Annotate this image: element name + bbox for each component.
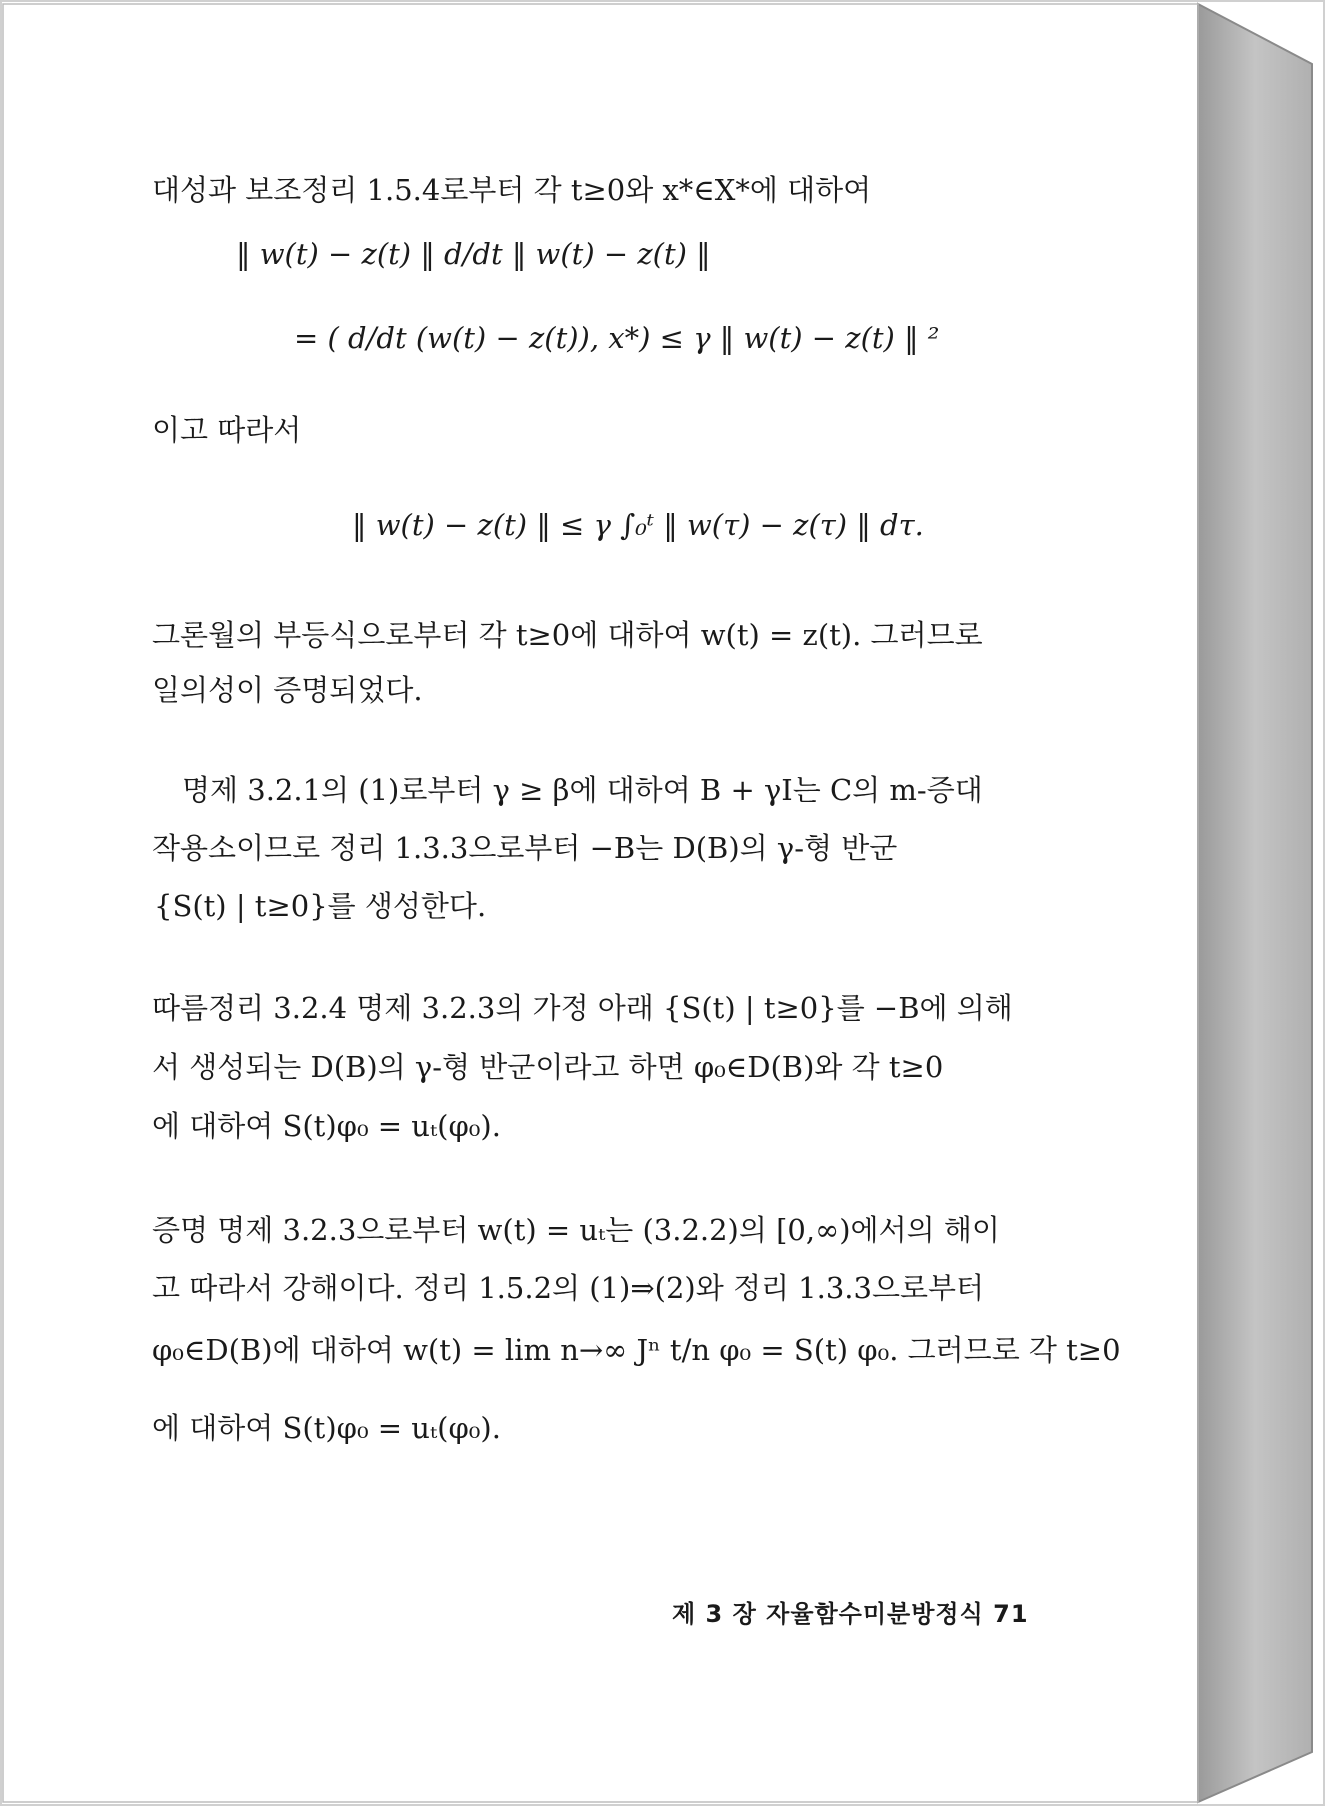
page-stack-edge [1198,4,1312,1802]
page-footer: 제 3 장 자율함수미분방정식 71 [672,1600,1029,1628]
text-line-5: 명제 3.2.1의 (1)로부터 γ ≥ β에 대하여 B + γI는 C의 m-증대 [182,773,983,807]
text-line-2: 이고 따라서 [152,413,302,447]
text-line-3: 그론월의 부등식으로부터 각 t≥0에 대하여 w(t) = z(t). 그러므로 [152,618,983,652]
text-line-6: 작용소이므로 정리 1.3.3으로부터 −B는 D(B)의 γ-형 반군 [152,831,898,865]
corollary-line-1: 따름정리 3.2.4 명제 3.2.3의 가정 아래 {S(t) | t≥0}를 −B에 의해 [152,991,1013,1025]
proof-line-4: 에 대하여 S(t)φ₀ = uₜ(φ₀). [152,1411,501,1445]
proof-line-3: φ₀∈D(B)에 대하여 w(t) = lim n→∞ Jⁿ t/n φ₀ = S(t) φ₀. 그러므로 각 t≥0 [152,1333,1121,1367]
equation-line-3: ‖ w(t) − z(t) ‖ ≤ γ ∫₀ᵗ ‖ w(τ) − z(τ) ‖ dτ. [352,508,924,542]
corollary-line-2: 서 생성되는 D(B)의 γ-형 반군이라고 하면 φ₀∈D(B)와 각 t≥0 [152,1050,944,1084]
text-line-7: {S(t) | t≥0}를 생성한다. [154,889,487,923]
corollary-line-3: 에 대하여 S(t)φ₀ = uₜ(φ₀). [152,1109,501,1143]
proof-line-1: 증명 명제 3.2.3으로부터 w(t) = uₜ는 (3.2.2)의 [0,∞)에서의 해이 [152,1213,1000,1247]
text-line-4: 일의성이 증명되었다. [152,673,423,707]
proof-line-2: 고 따라서 강해이다. 정리 1.5.2의 (1)⇒(2)와 정리 1.3.3으로부터 [152,1271,985,1305]
equation-line-1: ‖ w(t) − z(t) ‖ d/dt ‖ w(t) − z(t) ‖ [236,237,711,271]
equation-line-2: = ( d/dt (w(t) − z(t)), x*) ≤ γ ‖ w(t) − z(t) ‖ ² [294,321,940,355]
text-line-1: 대성과 보조정리 1.5.4로부터 각 t≥0와 x*∈X*에 대하여 [152,173,872,207]
